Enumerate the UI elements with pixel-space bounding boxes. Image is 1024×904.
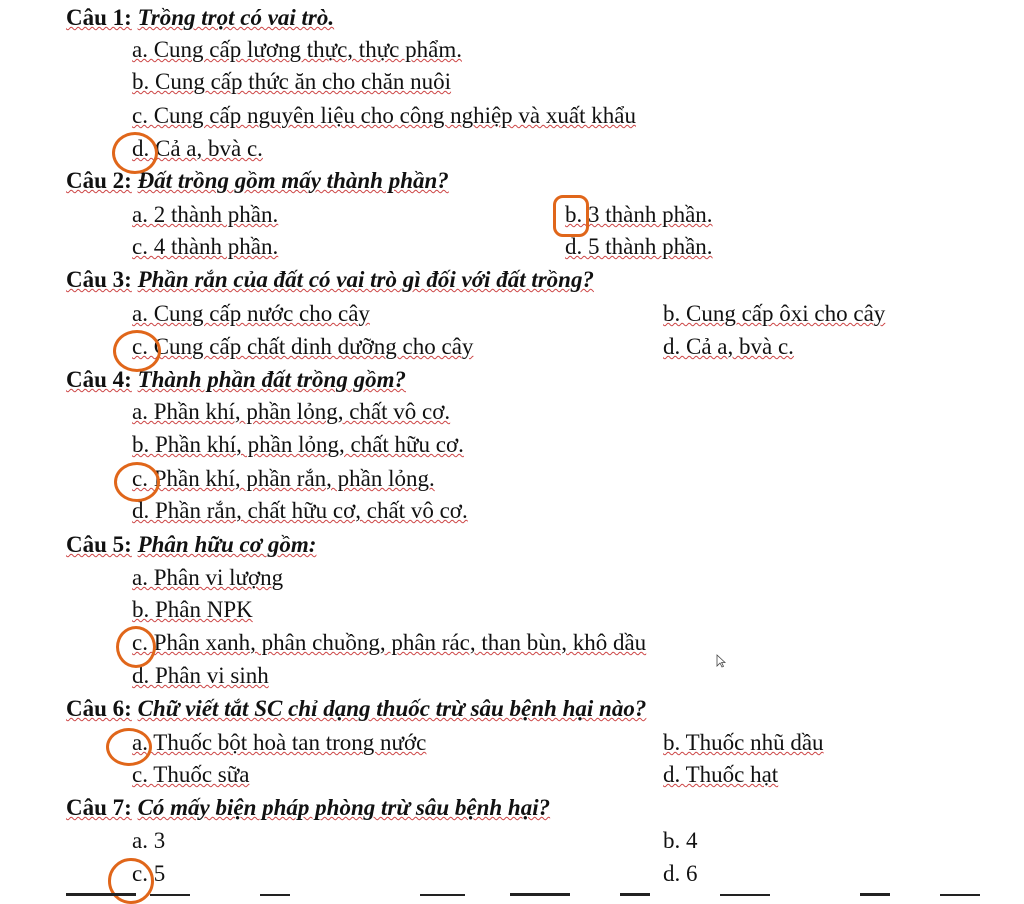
q5-option-a: a. Phân vi lượng — [132, 565, 284, 590]
question-number: Câu 7: — [66, 795, 132, 820]
question-number: Câu 2: — [66, 168, 132, 193]
q3-option-d: d. Cả a, bvà c. — [663, 334, 794, 359]
question-7 — [66, 793, 550, 823]
q1-option-a: a. Cung cấp lương thực, thực phẩm. — [132, 37, 462, 62]
q7-option-b: b. 4 — [663, 828, 698, 853]
question-number: Câu 3: — [66, 267, 132, 292]
q5-option-b: b. Phân NPK — [132, 597, 253, 622]
q6-option-d: d. Thuốc hạt — [663, 762, 779, 787]
q4-option-a: a. Phần khí, phần lỏng, chất vô cơ. — [132, 399, 451, 424]
q4-option-b: b. Phần khí, phần lỏng, chất hữu cơ. — [132, 432, 464, 457]
q7-option-a: a. 3 — [132, 828, 166, 853]
question-text: Thành phần đất trồng gồm? — [137, 367, 406, 392]
question-text: Trồng trọt có vai trò. — [137, 5, 335, 30]
q2-option-b: b. 3 thành phần. — [565, 202, 713, 227]
q2-option-d: d. 5 thành phần. — [565, 234, 713, 259]
mouse-cursor-icon — [716, 654, 726, 668]
q6-option-c: c. Thuốc sữa — [132, 762, 250, 787]
question-1 — [66, 3, 334, 33]
question-number: Câu 1: — [66, 5, 132, 30]
question-text: Chữ viết tắt SC chỉ dạng thuốc trừ sâu bệnh hại nào? — [137, 696, 647, 721]
cut-off-next-line — [0, 886, 1024, 896]
q3-option-b: b. Cung cấp ôxi cho cây — [663, 301, 886, 326]
q6-option-a: a. Thuốc bột hoà tan trong nước — [132, 730, 427, 755]
q5-option-c: c. Phân xanh, phân chuồng, phân rác, than bùn, khô dầu — [132, 630, 647, 655]
question-number: Câu 4: — [66, 367, 132, 392]
q3-option-c: c. Cung cấp chất dinh dưỡng cho cây — [132, 334, 474, 359]
question-text: Phân hữu cơ gồm: — [137, 532, 317, 557]
question-text: Phần rắn của đất có vai trò gì đối với đất trồng? — [137, 267, 594, 292]
q5-option-d: d. Phân vi sinh — [132, 663, 269, 688]
question-6 — [66, 694, 646, 724]
question-text: Đất trồng gồm mấy thành phần? — [137, 168, 449, 193]
q4-option-c: c. Phần khí, phần rắn, phần lỏng. — [132, 466, 435, 491]
q1-option-d: d. Cả a, bvà c. — [132, 136, 263, 161]
q2-option-a: a. 2 thành phần. — [132, 202, 279, 227]
q1-option-c: c. Cung cấp nguyên liệu cho công nghiệp và xuất khẩu — [132, 103, 636, 128]
question-4 — [66, 365, 406, 395]
question-5 — [66, 530, 316, 560]
q2-option-c: c. 4 thành phần. — [132, 234, 279, 259]
question-number: Câu 5: — [66, 532, 132, 557]
q7-option-c: c. 5 — [132, 861, 166, 886]
question-text: Có mấy biện pháp phòng trừ sâu bệnh hại? — [137, 795, 551, 820]
q3-option-a: a. Cung cấp nước cho cây — [132, 301, 370, 326]
q7-option-d: d. 6 — [663, 861, 698, 886]
question-number: Câu 6: — [66, 696, 132, 721]
q4-option-d: d. Phần rắn, chất hữu cơ, chất vô cơ. — [132, 498, 468, 523]
question-3 — [66, 265, 594, 295]
question-2 — [66, 166, 449, 196]
q1-option-b: b. Cung cấp thức ăn cho chăn nuôi — [132, 69, 452, 94]
q6-option-b: b. Thuốc nhũ dầu — [663, 730, 824, 755]
